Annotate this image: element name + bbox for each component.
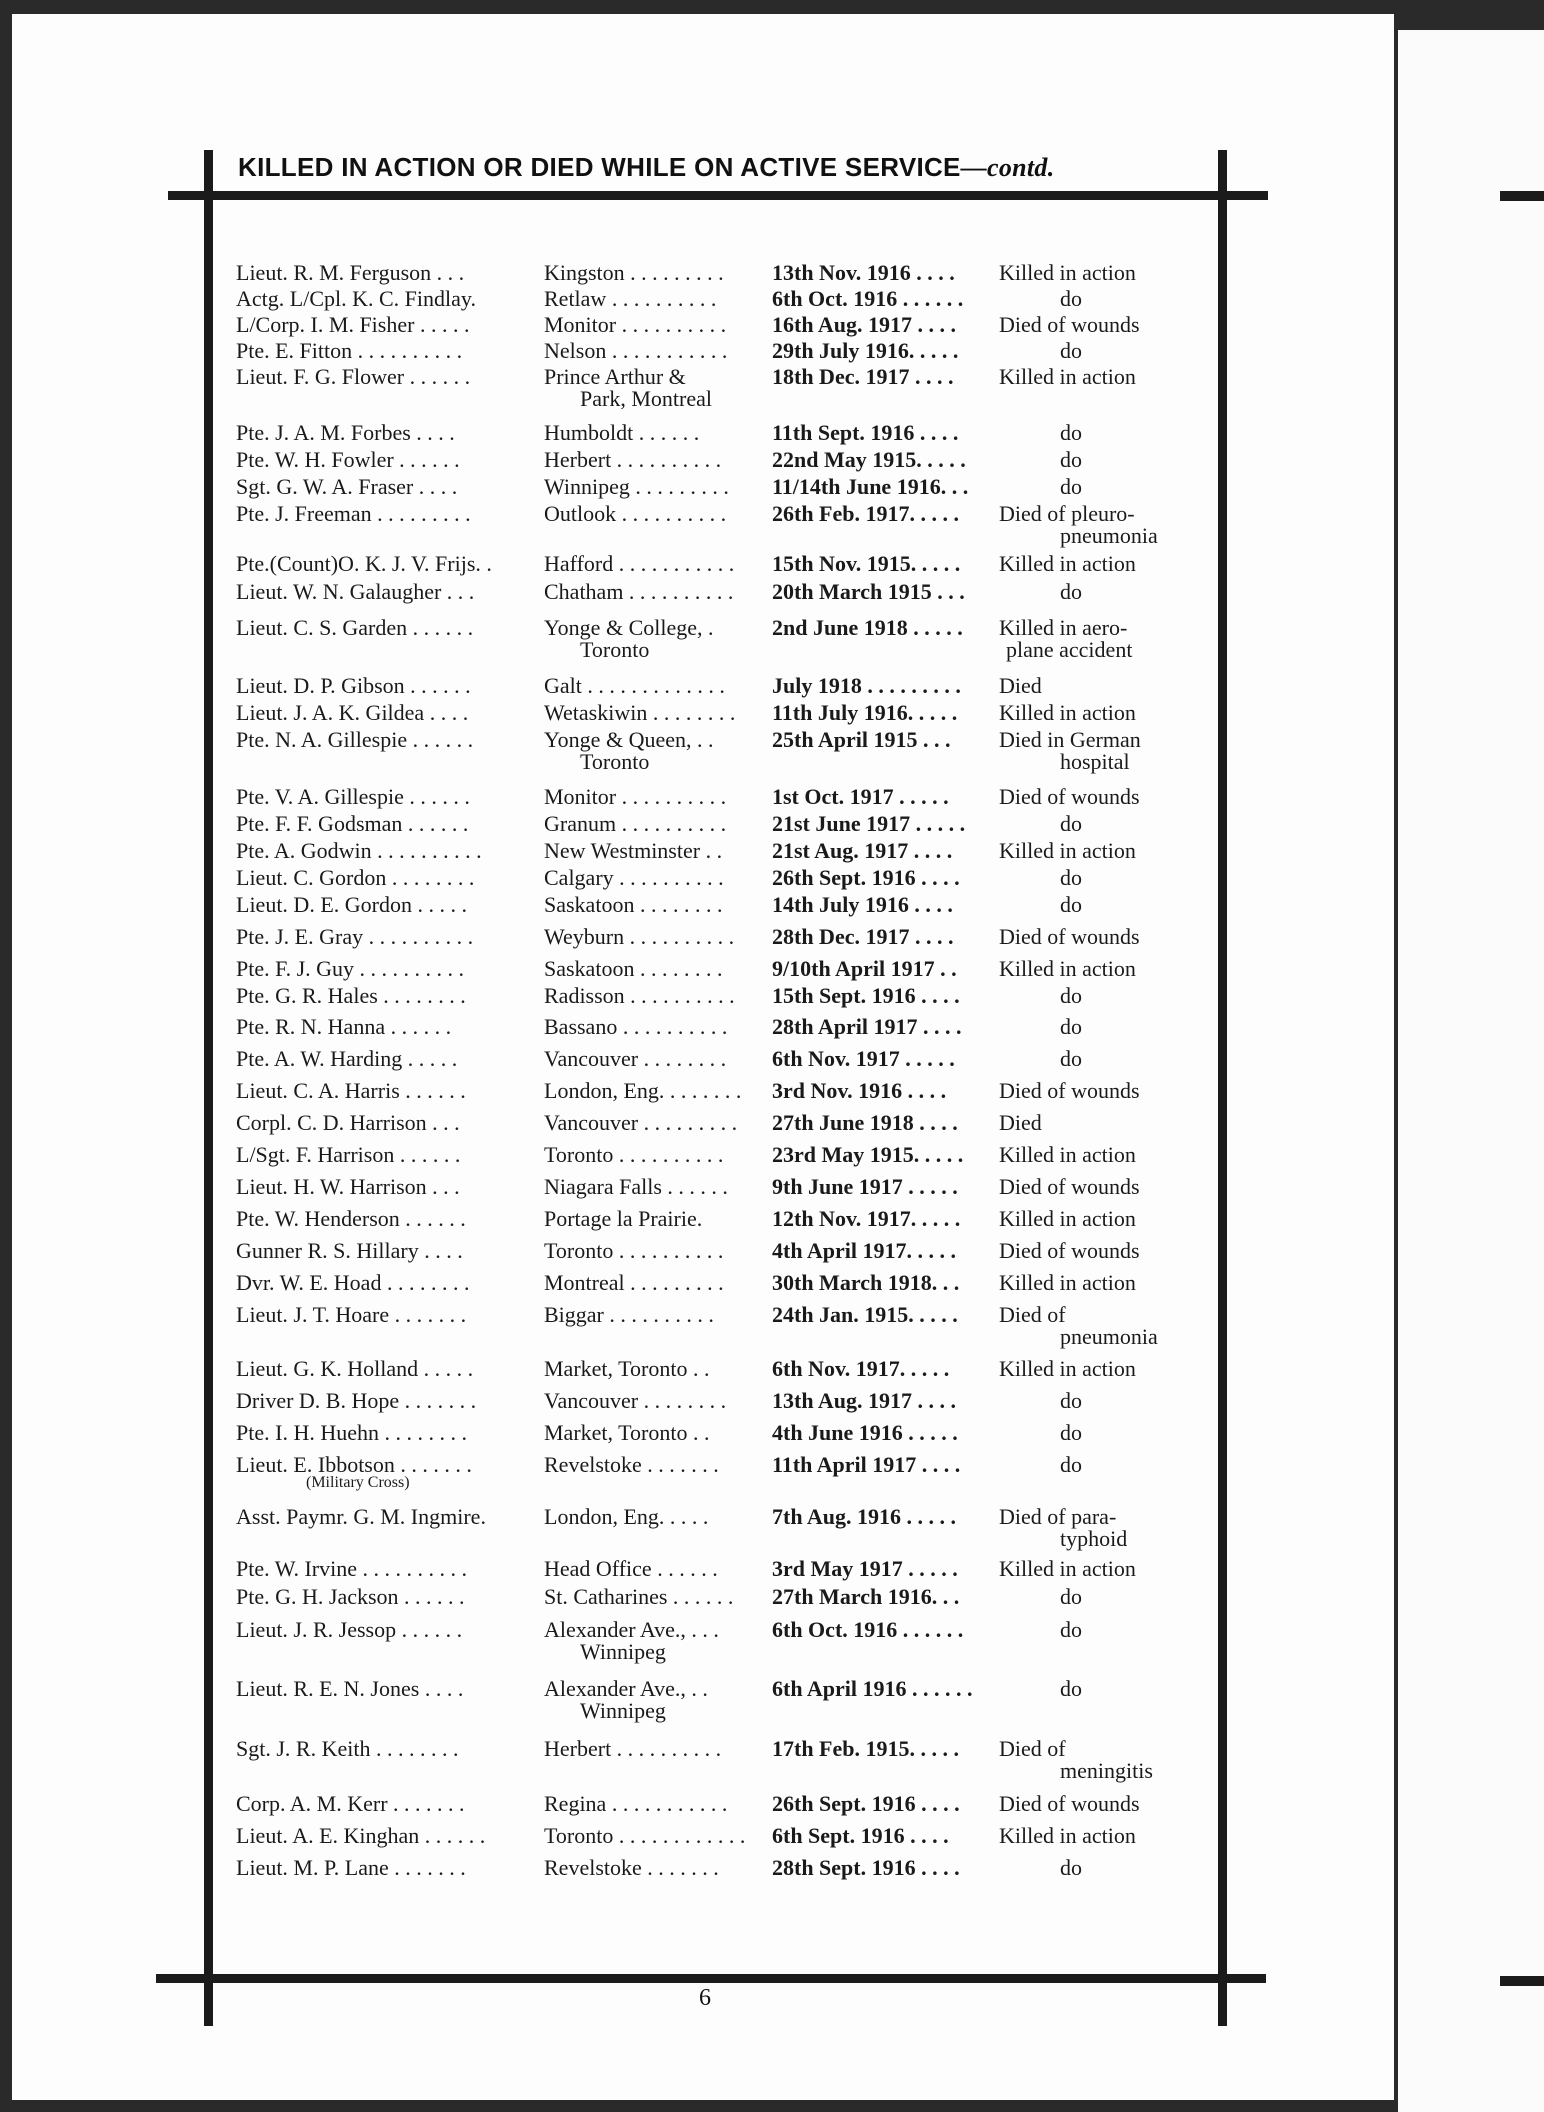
- list-item: [0, 579, 1544, 609]
- entry-fate-continued: meningitis: [1060, 1758, 1153, 1783]
- entry-name: Pte. A. Godwin . . . . . . . . . .: [236, 838, 482, 863]
- list-item: [0, 551, 1544, 581]
- entry-name: Pte. W. Irvine . . . . . . . . . .: [236, 1556, 467, 1581]
- entry-place: Monitor . . . . . . . . . .: [544, 312, 727, 337]
- entry-fate: Died of pleuro-: [999, 501, 1135, 526]
- entry-fate-continued: hospital: [1060, 749, 1130, 774]
- entry-fate: Killed in action: [999, 1556, 1136, 1581]
- entry-place-continued: Toronto: [580, 637, 650, 662]
- list-item: [0, 501, 1544, 548]
- entry-date: 11th Sept. 1916 . . . .: [772, 420, 959, 445]
- entry-date: 21st Aug. 1917 . . . .: [772, 838, 953, 863]
- entry-date: 17th Feb. 1915. . . . .: [772, 1736, 959, 1761]
- entry-date: 15th Nov. 1915. . . . .: [772, 551, 961, 576]
- entry-place: Herbert . . . . . . . . . .: [544, 1736, 722, 1761]
- list-item: [0, 892, 1544, 922]
- entry-fate: Killed in action: [999, 838, 1136, 863]
- entry-name: Lieut. H. W. Harrison . . .: [236, 1174, 460, 1199]
- entry-place: Herbert . . . . . . . . . .: [544, 447, 722, 472]
- list-item: [0, 1791, 1544, 1821]
- entry-place: Chatham . . . . . . . . . .: [544, 579, 734, 604]
- list-item: [0, 1142, 1544, 1172]
- entry-fate: Killed in action: [999, 1823, 1136, 1848]
- entry-date: 3rd Nov. 1916 . . . .: [772, 1078, 947, 1103]
- entry-fate: do: [1060, 579, 1082, 604]
- list-item: [0, 1388, 1544, 1418]
- entry-place: Alexander Ave., . . .: [544, 1617, 719, 1642]
- list-item: [0, 865, 1544, 895]
- entry-name: Sgt. G. W. A. Fraser . . . .: [236, 474, 458, 499]
- entry-fate-continued: typhoid: [1060, 1526, 1128, 1551]
- entry-fate: Died of para-: [999, 1504, 1117, 1529]
- entry-place: Vancouver . . . . . . . . .: [544, 1110, 738, 1135]
- entry-name: L/Corp. I. M. Fisher . . . . .: [236, 312, 470, 337]
- entry-place: Prince Arthur &: [544, 364, 686, 389]
- list-item: [0, 700, 1544, 730]
- entry-name: Lieut. J. T. Hoare . . . . . . .: [236, 1302, 467, 1327]
- list-item: [0, 1556, 1544, 1586]
- entry-date: 4th June 1916 . . . . .: [772, 1420, 958, 1445]
- entry-name: Sgt. J. R. Keith . . . . . . . .: [236, 1736, 459, 1761]
- entry-fate: do: [1060, 1388, 1082, 1413]
- entry-award: (Military Cross): [306, 1474, 410, 1491]
- entry-fate-continued: plane accident: [1006, 637, 1133, 662]
- list-item: [0, 615, 1544, 662]
- list-item: [0, 1078, 1544, 1108]
- entry-place: Alexander Ave., . .: [544, 1676, 708, 1701]
- list-item: [0, 1855, 1544, 1885]
- frame-bottom-rule: [156, 1974, 1266, 1983]
- entry-place: Head Office . . . . . .: [544, 1556, 718, 1581]
- entry-fate: do: [1060, 420, 1082, 445]
- entry-place: Kingston . . . . . . . . .: [544, 260, 724, 285]
- entry-place: Humboldt . . . . . .: [544, 420, 700, 445]
- entry-name: Dvr. W. E. Hoad . . . . . . . .: [236, 1270, 470, 1295]
- entry-fate-continued: pneumonia: [1060, 523, 1158, 548]
- entry-date: 9th June 1917 . . . . .: [772, 1174, 958, 1199]
- list-item: [0, 1110, 1544, 1140]
- list-item: [0, 1420, 1544, 1450]
- list-item: [0, 1174, 1544, 1204]
- entry-fate: do: [1060, 1420, 1082, 1445]
- entry-name: Asst. Paymr. G. M. Ingmire.: [236, 1504, 486, 1529]
- entry-fate: Killed in action: [999, 1142, 1136, 1167]
- entry-place: Calgary . . . . . . . . . .: [544, 865, 724, 890]
- entry-place: Outlook . . . . . . . . . .: [544, 501, 727, 526]
- entry-name: Actg. L/Cpl. K. C. Findlay.: [236, 286, 476, 311]
- list-item: [0, 1270, 1544, 1300]
- entry-name: Pte. V. A. Gillespie . . . . . .: [236, 784, 470, 809]
- entry-date: 13th Nov. 1916 . . . .: [772, 260, 955, 285]
- entry-place: Regina . . . . . . . . . . .: [544, 1791, 728, 1816]
- entry-date: 2nd June 1918 . . . . .: [772, 615, 963, 640]
- entry-date: 26th Sept. 1916 . . . .: [772, 1791, 960, 1816]
- list-item: [0, 811, 1544, 841]
- entry-place: London, Eng. . . . .: [544, 1504, 709, 1529]
- entry-date: 6th April 1916 . . . . . .: [772, 1676, 973, 1701]
- entry-date: 28th April 1917 . . . .: [772, 1014, 962, 1039]
- list-item: [0, 673, 1544, 703]
- entry-place-continued: Toronto: [580, 749, 650, 774]
- entry-date: 26th Sept. 1916 . . . .: [772, 865, 960, 890]
- entry-fate: do: [1060, 1014, 1082, 1039]
- entry-name: L/Sgt. F. Harrison . . . . . .: [236, 1142, 461, 1167]
- list-item: [0, 1617, 1544, 1664]
- page-number: 6: [699, 1985, 711, 2011]
- entry-name: Pte. F. F. Godsman . . . . . .: [236, 811, 469, 836]
- entry-place: Toronto . . . . . . . . . . . .: [544, 1823, 746, 1848]
- entry-fate: Died of wounds: [999, 1238, 1140, 1263]
- entry-name: Pte. J. E. Gray . . . . . . . . . .: [236, 924, 474, 949]
- facing-page-rule-bottom: [1500, 1976, 1544, 1986]
- entry-name: Lieut. M. P. Lane . . . . . . .: [236, 1855, 466, 1880]
- entry-date: 13th Aug. 1917 . . . .: [772, 1388, 956, 1413]
- entry-fate: Died of wounds: [999, 924, 1140, 949]
- list-item: [0, 1452, 1544, 1491]
- entry-date: 18th Dec. 1917 . . . .: [772, 364, 954, 389]
- entry-place-continued: Winnipeg: [580, 1698, 666, 1723]
- entry-name: Lieut. A. E. Kinghan . . . . . .: [236, 1823, 486, 1848]
- list-item: [0, 1736, 1544, 1783]
- entry-fate: do: [1060, 811, 1082, 836]
- entry-date: 11th April 1917 . . . .: [772, 1452, 961, 1477]
- entry-fate: Killed in action: [999, 956, 1136, 981]
- entry-name: Lieut. D. E. Gordon . . . . .: [236, 892, 467, 917]
- entry-place: Bassano . . . . . . . . . .: [544, 1014, 728, 1039]
- entry-name: Lieut. G. K. Holland . . . . .: [236, 1356, 474, 1381]
- entry-date: 30th March 1918. . .: [772, 1270, 960, 1295]
- entry-date: 28th Sept. 1916 . . . .: [772, 1855, 960, 1880]
- entry-date: 27th March 1916. . .: [772, 1584, 960, 1609]
- entry-fate: do: [1060, 286, 1082, 311]
- entry-date: 7th Aug. 1916 . . . . .: [772, 1504, 956, 1529]
- entry-fate-continued: pneumonia: [1060, 1324, 1158, 1349]
- entry-fate: Killed in action: [999, 551, 1136, 576]
- list-item: [0, 1356, 1544, 1386]
- entry-place: Galt . . . . . . . . . . . . .: [544, 673, 725, 698]
- entry-name: Pte. J. A. M. Forbes . . . .: [236, 420, 455, 445]
- frame-top-rule: [168, 191, 1268, 200]
- entry-name: Pte. E. Fitton . . . . . . . . . .: [236, 338, 463, 363]
- entry-fate: Died of wounds: [999, 1174, 1140, 1199]
- entry-place: Market, Toronto . .: [544, 1420, 710, 1445]
- list-item: [0, 1046, 1544, 1076]
- entry-place: Vancouver . . . . . . . .: [544, 1388, 727, 1413]
- entry-fate: Died of: [999, 1736, 1066, 1761]
- entry-fate: Died in German: [999, 727, 1141, 752]
- entry-date: 11th July 1916. . . . .: [772, 700, 958, 725]
- entry-fate: do: [1060, 1452, 1082, 1477]
- entry-name: Corpl. C. D. Harrison . . .: [236, 1110, 460, 1135]
- list-item: [0, 838, 1544, 868]
- list-item: [0, 474, 1544, 504]
- entry-date: 23rd May 1915. . . . .: [772, 1142, 964, 1167]
- entry-place-continued: Park, Montreal: [580, 386, 712, 411]
- list-item: [0, 1014, 1544, 1044]
- entry-date: 14th July 1916 . . . .: [772, 892, 953, 917]
- list-item: [0, 924, 1544, 954]
- entry-date: 16th Aug. 1917 . . . .: [772, 312, 956, 337]
- list-item: [0, 1206, 1544, 1236]
- entry-place: Retlaw . . . . . . . . . .: [544, 286, 717, 311]
- entry-fate: Killed in aero-: [999, 615, 1128, 640]
- entry-date: 1st Oct. 1917 . . . . .: [772, 784, 949, 809]
- list-item: [0, 1504, 1544, 1551]
- entry-date: 29th July 1916. . . . .: [772, 338, 959, 363]
- entry-fate: Died of wounds: [999, 1791, 1140, 1816]
- entry-fate: Died of wounds: [999, 784, 1140, 809]
- entry-fate: Died: [999, 673, 1042, 698]
- entry-place: Saskatoon . . . . . . . .: [544, 892, 723, 917]
- list-item: [0, 1584, 1544, 1614]
- entry-date: 4th April 1917. . . . .: [772, 1238, 956, 1263]
- entry-name: Pte.(Count)O. K. J. V. Frijs. .: [236, 551, 492, 576]
- entry-fate: Killed in action: [999, 700, 1136, 725]
- entry-fate: Died: [999, 1110, 1042, 1135]
- entry-name: Pte. R. N. Hanna . . . . . .: [236, 1014, 452, 1039]
- entry-fate: do: [1060, 474, 1082, 499]
- entry-date: 22nd May 1915. . . . .: [772, 447, 966, 472]
- entry-place: St. Catharines . . . . . .: [544, 1584, 734, 1609]
- entry-place: Wetaskiwin . . . . . . . .: [544, 700, 736, 725]
- entry-place: Radisson . . . . . . . . . .: [544, 983, 735, 1008]
- entry-fate: do: [1060, 983, 1082, 1008]
- entry-date: 27th June 1918 . . . .: [772, 1110, 958, 1135]
- entry-place: Toronto . . . . . . . . . .: [544, 1238, 724, 1263]
- entry-place: Monitor . . . . . . . . . .: [544, 784, 727, 809]
- entry-fate: do: [1060, 865, 1082, 890]
- entry-place: Winnipeg . . . . . . . . .: [544, 474, 729, 499]
- entry-date: 21st June 1917 . . . . .: [772, 811, 966, 836]
- list-item: [0, 364, 1544, 411]
- entry-place: Nelson . . . . . . . . . . .: [544, 338, 728, 363]
- entry-place: Niagara Falls . . . . . .: [544, 1174, 728, 1199]
- entry-date: 6th Sept. 1916 . . . .: [772, 1823, 949, 1848]
- entry-fate: Died of wounds: [999, 1078, 1140, 1103]
- list-item: [0, 1823, 1544, 1853]
- facing-page-rule-top: [1500, 191, 1544, 201]
- heading-title: KILLED IN ACTION OR DIED WHILE ON ACTIVE SERVICE: [238, 152, 961, 182]
- list-item: [0, 1676, 1544, 1723]
- entry-place: Biggar . . . . . . . . . .: [544, 1302, 714, 1327]
- entry-date: 6th Oct. 1916 . . . . . .: [772, 286, 964, 311]
- list-item: [0, 1238, 1544, 1268]
- entry-place: New Westminster . .: [544, 838, 723, 863]
- entry-fate: do: [1060, 892, 1082, 917]
- entry-name: Lieut. E. Ibbotson . . . . . . .: [236, 1452, 472, 1477]
- list-item: [0, 727, 1544, 774]
- entry-fate: Killed in action: [999, 364, 1136, 389]
- list-item: [0, 784, 1544, 814]
- entry-place: Montreal . . . . . . . . .: [544, 1270, 724, 1295]
- entry-name: Lieut. C. A. Harris . . . . . .: [236, 1078, 466, 1103]
- entry-date: 28th Dec. 1917 . . . .: [772, 924, 954, 949]
- entry-fate: do: [1060, 1676, 1082, 1701]
- entry-place: Portage la Prairie.: [544, 1206, 703, 1231]
- entry-fate: Killed in action: [999, 1270, 1136, 1295]
- entry-place: Weyburn . . . . . . . . . .: [544, 924, 735, 949]
- entry-fate: Killed in action: [999, 260, 1136, 285]
- entry-name: Corp. A. M. Kerr . . . . . . .: [236, 1791, 465, 1816]
- entry-date: 11/14th June 1916. . .: [772, 474, 969, 499]
- entry-place: Saskatoon . . . . . . . .: [544, 956, 723, 981]
- entry-date: 3rd May 1917 . . . . .: [772, 1556, 958, 1581]
- list-item: [0, 1302, 1544, 1349]
- entry-name: Lieut. J. R. Jessop . . . . . .: [236, 1617, 463, 1642]
- entry-name: Gunner R. S. Hillary . . . .: [236, 1238, 463, 1263]
- entry-name: Pte. W. Henderson . . . . . .: [236, 1206, 466, 1231]
- entry-name: Pte. F. J. Guy . . . . . . . . . .: [236, 956, 465, 981]
- entry-fate: do: [1060, 1855, 1082, 1880]
- entry-place: Market, Toronto . .: [544, 1356, 710, 1381]
- entry-name: Pte. G. R. Hales . . . . . . . .: [236, 983, 466, 1008]
- entry-name: Driver D. B. Hope . . . . . . .: [236, 1388, 477, 1413]
- page-heading: [238, 152, 1198, 183]
- entry-name: Pte. I. H. Huehn . . . . . . . .: [236, 1420, 467, 1445]
- entry-date: 24th Jan. 1915. . . . .: [772, 1302, 958, 1327]
- entry-place: Vancouver . . . . . . . .: [544, 1046, 727, 1071]
- list-item: [0, 447, 1544, 477]
- entry-date: 6th Oct. 1916 . . . . . .: [772, 1617, 964, 1642]
- entry-place: Yonge & College, .: [544, 615, 714, 640]
- entry-date: 9/10th April 1917 . .: [772, 956, 957, 981]
- entry-date: 20th March 1915 . . .: [772, 579, 965, 604]
- entry-fate: do: [1060, 1584, 1082, 1609]
- entry-name: Lieut. J. A. K. Gildea . . . .: [236, 700, 469, 725]
- entry-name: Pte. G. H. Jackson . . . . . .: [236, 1584, 465, 1609]
- entry-name: Lieut. F. G. Flower . . . . . .: [236, 364, 471, 389]
- entry-fate: Killed in action: [999, 1356, 1136, 1381]
- entry-place: London, Eng. . . . . . . .: [544, 1078, 742, 1103]
- entry-name: Lieut. R. E. N. Jones . . . .: [236, 1676, 464, 1701]
- entry-name: Pte. A. W. Harding . . . . .: [236, 1046, 458, 1071]
- entry-name: Lieut. R. M. Ferguson . . .: [236, 260, 465, 285]
- entry-date: 25th April 1915 . . .: [772, 727, 951, 752]
- entry-fate: do: [1060, 338, 1082, 363]
- entry-place: Hafford . . . . . . . . . . .: [544, 551, 735, 576]
- entry-date: 26th Feb. 1917. . . . .: [772, 501, 959, 526]
- entry-date: 12th Nov. 1917. . . . .: [772, 1206, 961, 1231]
- entry-fate: do: [1060, 447, 1082, 472]
- entry-date: 6th Nov. 1917 . . . . .: [772, 1046, 955, 1071]
- entry-place: Yonge & Queen, . .: [544, 727, 714, 752]
- entry-place: Revelstoke . . . . . . .: [544, 1855, 719, 1880]
- entry-fate: Died of: [999, 1302, 1066, 1327]
- entry-name: Lieut. C. S. Garden . . . . . .: [236, 615, 474, 640]
- entry-name: Lieut. W. N. Galaugher . . .: [236, 579, 475, 604]
- entry-date: 6th Nov. 1917. . . . .: [772, 1356, 950, 1381]
- entry-name: Pte. N. A. Gillespie . . . . . .: [236, 727, 474, 752]
- entry-fate: do: [1060, 1617, 1082, 1642]
- entry-fate: Killed in action: [999, 1206, 1136, 1231]
- entry-name: Pte. W. H. Fowler . . . . . .: [236, 447, 460, 472]
- entry-place: Granum . . . . . . . . . .: [544, 811, 727, 836]
- entry-place-continued: Winnipeg: [580, 1639, 666, 1664]
- entry-name: Lieut. C. Gordon . . . . . . . .: [236, 865, 475, 890]
- entry-name: Pte. J. Freeman . . . . . . . . .: [236, 501, 471, 526]
- heading-contd: —contd.: [960, 153, 1055, 182]
- entry-fate: Died of wounds: [999, 312, 1140, 337]
- entry-fate: do: [1060, 1046, 1082, 1071]
- entry-date: July 1918 . . . . . . . . .: [772, 673, 961, 698]
- entry-place: Toronto . . . . . . . . . .: [544, 1142, 724, 1167]
- list-item: [0, 983, 1544, 1013]
- entry-place: Revelstoke . . . . . . .: [544, 1452, 719, 1477]
- entry-date: 15th Sept. 1916 . . . .: [772, 983, 960, 1008]
- list-item: [0, 420, 1544, 450]
- entry-name: Lieut. D. P. Gibson . . . . . .: [236, 673, 471, 698]
- list-item: [0, 956, 1544, 986]
